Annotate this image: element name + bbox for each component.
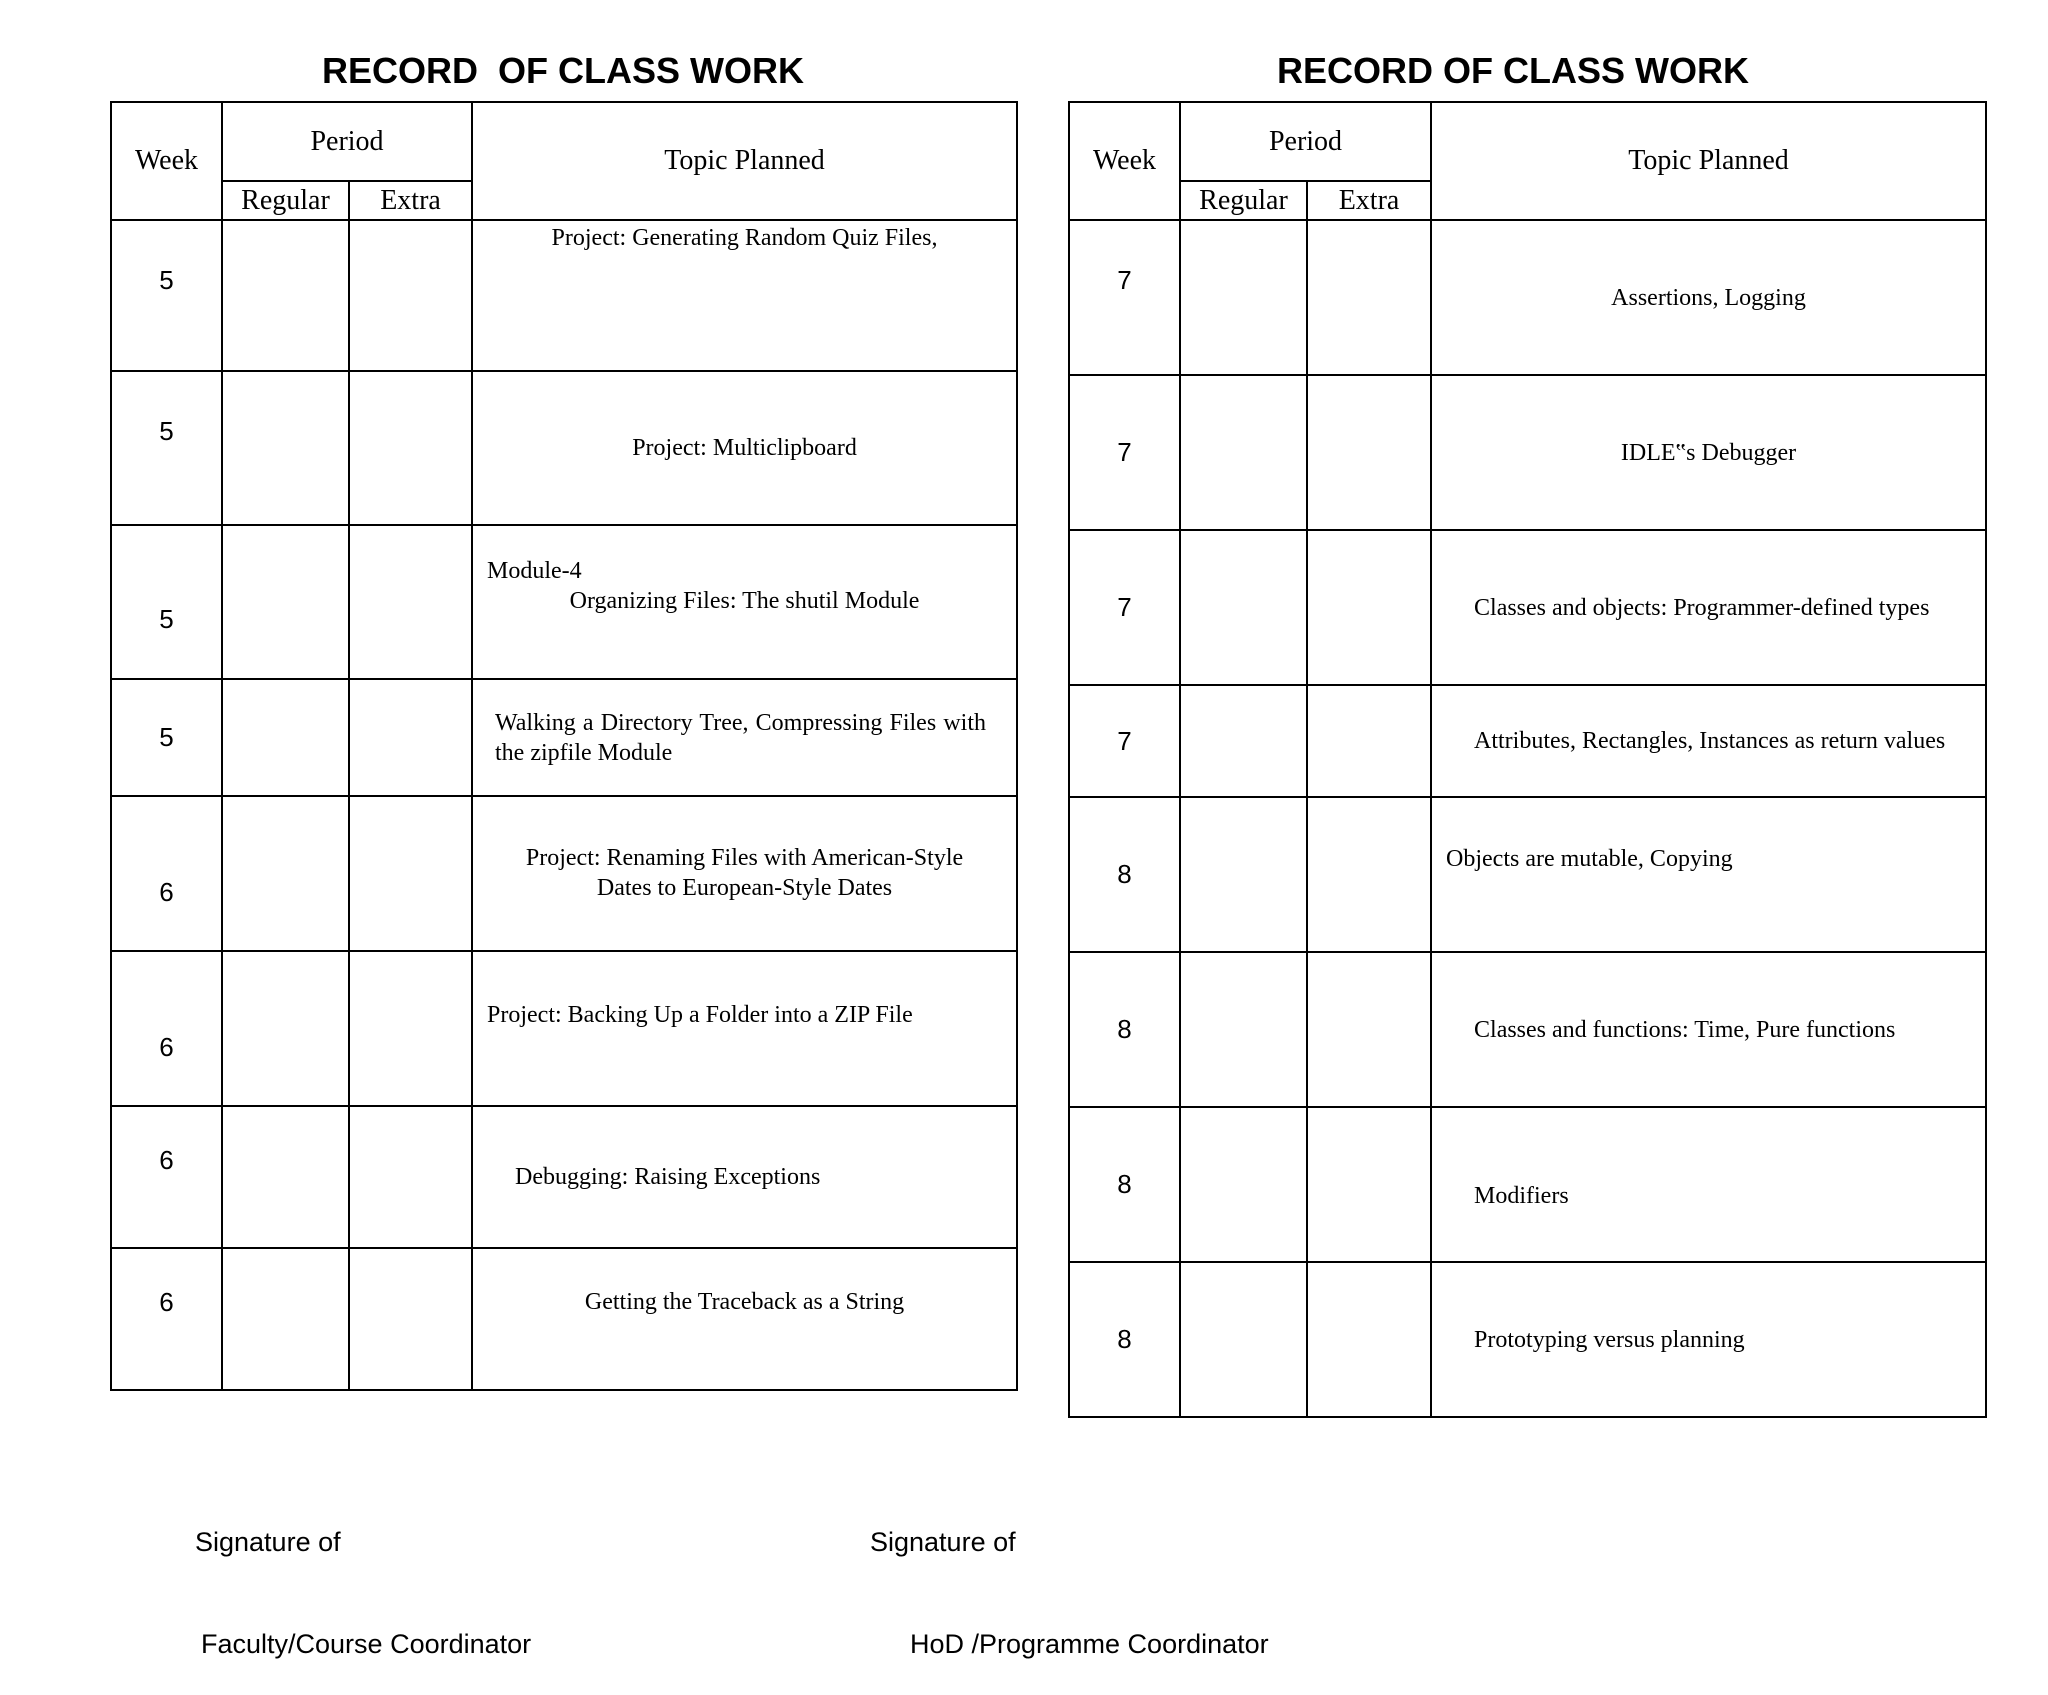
- extra-cell: [1307, 1262, 1431, 1417]
- table-row: [1069, 952, 1986, 1107]
- table-row: [1069, 1262, 1986, 1417]
- table-row: [1069, 1107, 1986, 1262]
- table-row: [111, 1248, 1017, 1390]
- topic-cell: Debugging: Raising Exceptions: [472, 1106, 1017, 1248]
- week-header: Week: [111, 102, 222, 220]
- topic-cell: Getting the Traceback as a String: [472, 1248, 1017, 1390]
- table-row: [1069, 685, 1986, 797]
- topic-cell: [472, 525, 1017, 679]
- period-header: Period: [1180, 102, 1431, 181]
- week-cell: 8: [1069, 952, 1180, 1107]
- extra-cell: [1307, 952, 1431, 1107]
- topic-cell: Project: Backing Up a Folder into a ZIP File: [472, 951, 1017, 1106]
- topic-cell: Assertions, Logging: [1431, 220, 1986, 375]
- extra-cell: [1307, 375, 1431, 530]
- regular-cell: [222, 679, 349, 796]
- week-header: Week: [1069, 102, 1180, 220]
- faculty-signature-label: Signature of: [195, 1527, 341, 1557]
- week-cell: 8: [1069, 797, 1180, 952]
- regular-cell: [1180, 375, 1307, 530]
- regular-cell: [222, 796, 349, 951]
- right-page-title: RECORD OF CLASS WORK: [1277, 50, 1749, 91]
- hod-signature: [870, 1457, 1269, 1695]
- regular-cell: [222, 1248, 349, 1390]
- week-cell: 7: [1069, 375, 1180, 530]
- topic-cell: Project: Generating Random Quiz Files,: [472, 220, 1017, 371]
- period-header: Period: [222, 102, 472, 181]
- extra-cell: [349, 951, 472, 1106]
- week-cell: 6: [111, 1248, 222, 1390]
- extra-cell: [349, 1106, 472, 1248]
- week-cell: 7: [1069, 685, 1180, 797]
- regular-header: Regular: [222, 181, 349, 220]
- extra-cell: [1307, 685, 1431, 797]
- faculty-signature-role: Faculty/Course Coordinator: [201, 1629, 532, 1659]
- faculty-signature: [195, 1457, 531, 1695]
- regular-cell: [1180, 685, 1307, 797]
- topic-header: Topic Planned: [472, 102, 1017, 220]
- topic-line: Project: Renaming Files with American-Style: [525, 845, 964, 871]
- extra-cell: [1307, 220, 1431, 375]
- regular-cell: [1180, 952, 1307, 1107]
- topic-cell: [472, 796, 1017, 951]
- regular-cell: [1180, 1107, 1307, 1262]
- table-row: [111, 679, 1017, 796]
- extra-cell: [349, 1248, 472, 1390]
- left-page-title: RECORD OF CLASS WORK: [322, 50, 804, 91]
- regular-cell: [222, 951, 349, 1106]
- regular-cell: [222, 525, 349, 679]
- table-row: [1069, 220, 1986, 375]
- topic-cell: Classes and functions: Time, Pure functions: [1431, 952, 1986, 1107]
- extra-cell: [349, 679, 472, 796]
- extra-cell: [1307, 797, 1431, 952]
- regular-cell: [222, 371, 349, 525]
- table-row: [111, 525, 1017, 679]
- hod-signature-role: HoD /Programme Coordinator: [910, 1629, 1269, 1659]
- regular-cell: [222, 220, 349, 371]
- regular-cell: [222, 1106, 349, 1248]
- topic-module-text: Organizing Files: The shutil Module: [569, 588, 920, 614]
- extra-cell: [349, 371, 472, 525]
- extra-cell: [1307, 1107, 1431, 1262]
- topic-module-label: Module-4: [487, 558, 582, 584]
- topic-header: Topic Planned: [1431, 102, 1986, 220]
- extra-header: Extra: [349, 181, 472, 220]
- week-cell: 7: [1069, 220, 1180, 375]
- table-row: [111, 371, 1017, 525]
- week-cell: 7: [1069, 530, 1180, 685]
- topic-cell: Walking a Directory Tree, Compressing Files with the zipfile Module: [472, 679, 1017, 796]
- table-row: [1069, 797, 1986, 952]
- week-cell: 8: [1069, 1262, 1180, 1417]
- week-cell: 6: [111, 796, 222, 951]
- regular-cell: [1180, 797, 1307, 952]
- regular-cell: [1180, 220, 1307, 375]
- topic-cell: IDLE‟s Debugger: [1431, 375, 1986, 530]
- table-row: [111, 1106, 1017, 1248]
- week-cell: 8: [1069, 1107, 1180, 1262]
- topic-cell: Prototyping versus planning: [1431, 1262, 1986, 1417]
- extra-header: Extra: [1307, 181, 1431, 220]
- regular-cell: [1180, 530, 1307, 685]
- regular-cell: [1180, 1262, 1307, 1417]
- topic-line: Dates to European-Style Dates: [596, 875, 893, 901]
- extra-cell: [349, 796, 472, 951]
- week-cell: 5: [111, 525, 222, 679]
- left-class-work-table: [110, 101, 1018, 1391]
- week-cell: 5: [111, 679, 222, 796]
- week-cell: 6: [111, 951, 222, 1106]
- topic-cell: Objects are mutable, Copying: [1431, 797, 1986, 952]
- table-row: [111, 796, 1017, 951]
- topic-cell: Attributes, Rectangles, Instances as return values: [1431, 685, 1986, 797]
- table-row: [1069, 375, 1986, 530]
- extra-cell: [349, 220, 472, 371]
- table-row: [111, 220, 1017, 371]
- week-cell: 5: [111, 220, 222, 371]
- right-class-work-table: [1068, 101, 1987, 1418]
- topic-cell: Modifiers: [1431, 1107, 1986, 1262]
- week-cell: 5: [111, 371, 222, 525]
- extra-cell: [1307, 530, 1431, 685]
- regular-header: Regular: [1180, 181, 1307, 220]
- topic-cell: Classes and objects: Programmer-defined types: [1431, 530, 1986, 685]
- topic-cell: Project: Multiclipboard: [472, 371, 1017, 525]
- table-row: [111, 951, 1017, 1106]
- week-cell: 6: [111, 1106, 222, 1248]
- hod-signature-label: Signature of: [870, 1527, 1016, 1557]
- table-row: [1069, 530, 1986, 685]
- extra-cell: [349, 525, 472, 679]
